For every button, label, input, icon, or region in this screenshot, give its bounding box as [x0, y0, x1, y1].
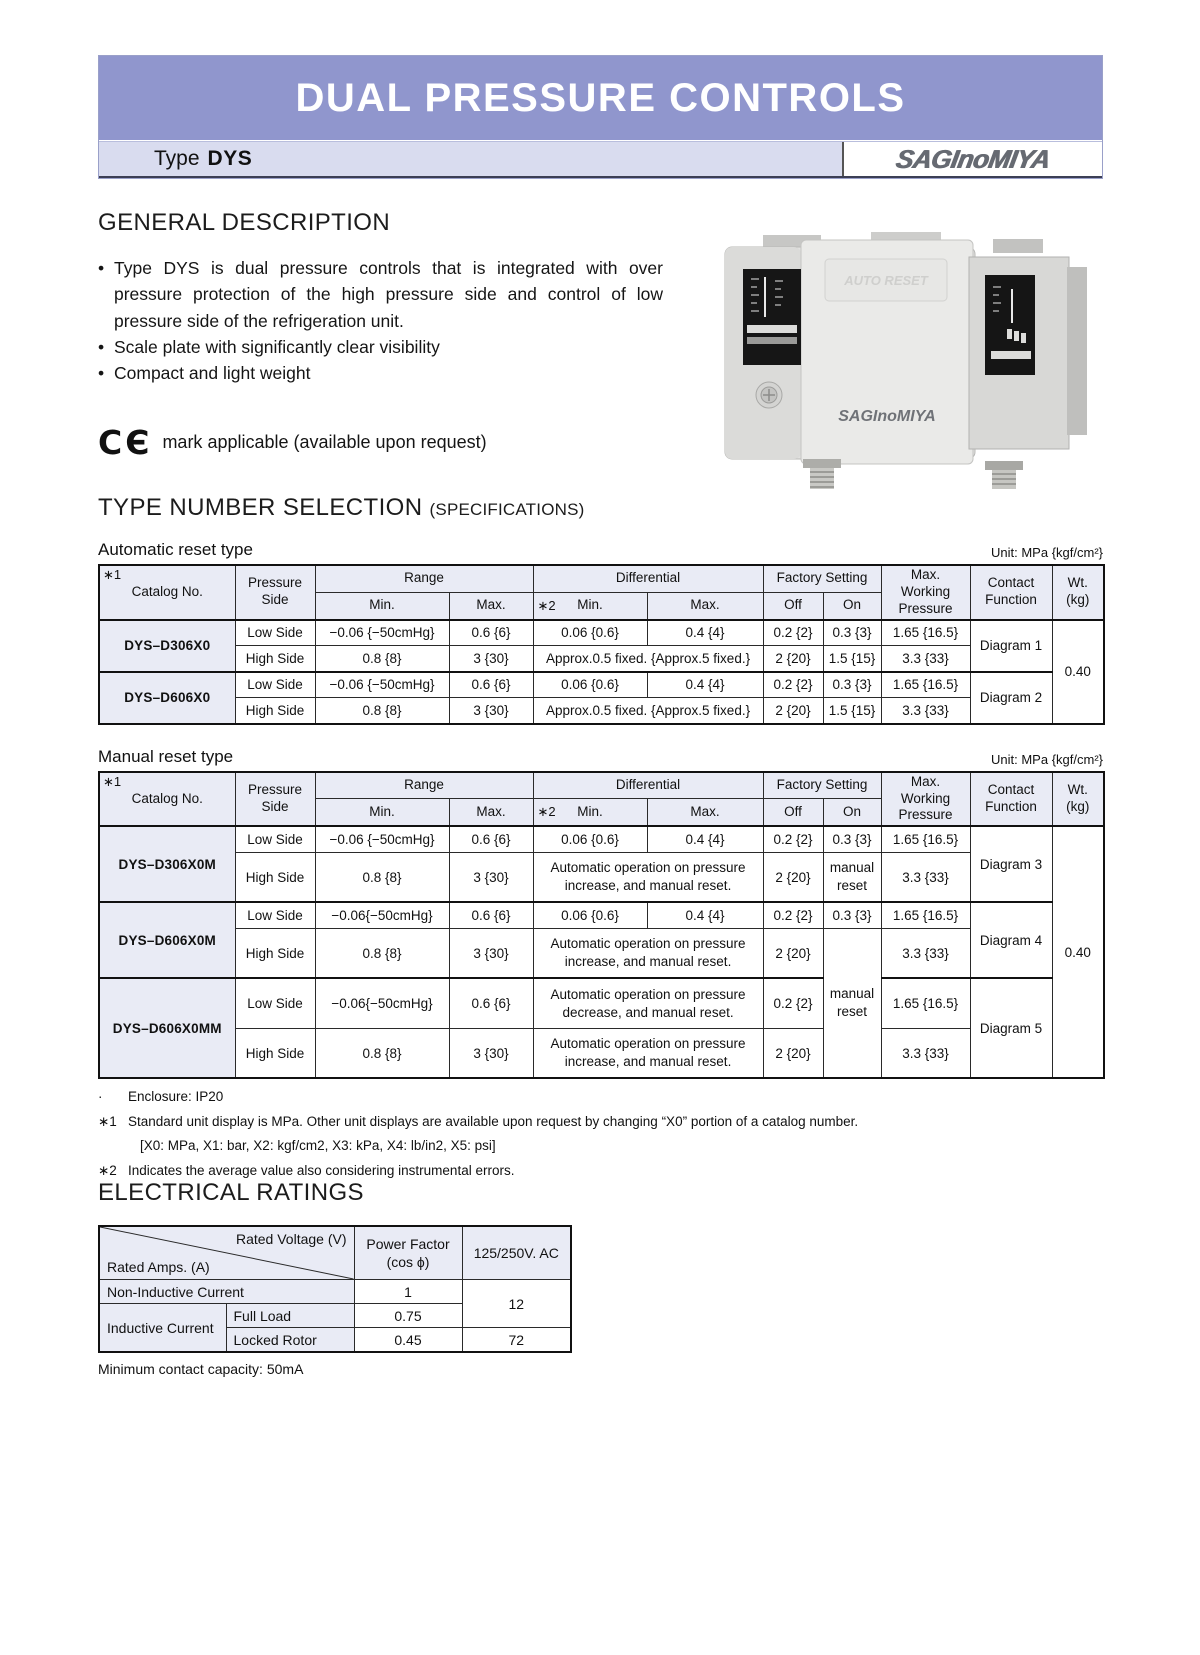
range-max-cell: 0.6 {6}	[449, 826, 533, 852]
note-star1-continued	[98, 1137, 1103, 1155]
type-label-group	[99, 142, 842, 176]
range-min-cell: −0.06 {−50cmHg}	[315, 672, 449, 698]
feature-item: • Compact and light weight	[98, 360, 663, 386]
range-max-cell: 0.6 {6}	[449, 978, 533, 1028]
mwp-cell: 1.65 {16.5}	[881, 826, 970, 852]
pf-non-inductive-value: 1	[354, 1280, 462, 1304]
range-header: Range	[315, 565, 533, 592]
diff-merged-cell: Automatic operation on pressure decrease, and manual reset.	[533, 978, 763, 1028]
on-cell: manual reset	[823, 852, 881, 902]
pressure-side-header: Pressure Side	[235, 772, 315, 827]
pressure-side-cell: Low Side	[235, 620, 315, 646]
diff-min-cell: 0.06 {0.6}	[533, 902, 647, 928]
diff-min-header: ∗2 Min.	[533, 592, 647, 619]
pf-full-load-value: 0.75	[354, 1304, 462, 1328]
pf-locked-rotor-value: 0.45	[354, 1328, 462, 1352]
range-min-header: Min.	[315, 799, 449, 826]
range-max-cell: 3 {30}	[449, 928, 533, 978]
electrical-heading: ELECTRICAL RATINGS	[98, 1179, 364, 1207]
differential-header: Differential	[533, 565, 763, 592]
min-contact-capacity-note: Minimum contact capacity: 50mA	[98, 1360, 304, 1377]
catalog-no-cell: DYS–D606X0M	[99, 902, 235, 978]
range-min-cell: 0.8 {8}	[315, 646, 449, 672]
selection-heading-main: TYPE NUMBER SELECTION	[98, 494, 423, 521]
manual-table-caption: Manual reset type	[98, 746, 234, 766]
catalog-no-cell: DYS–D606X0MM	[99, 978, 235, 1078]
ce-mark-line	[98, 423, 663, 463]
off-cell: 2 {20}	[763, 852, 823, 902]
full-load-label: Full Load	[226, 1304, 354, 1328]
off-cell: 2 {20}	[763, 928, 823, 978]
non-inductive-label: Non-Inductive Current	[99, 1280, 354, 1304]
note-star2	[98, 1162, 1103, 1180]
inductive-label: Inductive Current	[99, 1304, 226, 1352]
on-cell: 0.3 {3}	[823, 902, 881, 928]
diff-min-cell: 0.06 {0.6}	[533, 672, 647, 698]
catalog-no-cell: DYS–D306X0M	[99, 826, 235, 902]
pressure-side-cell: Low Side	[235, 902, 315, 928]
footnote2-marker: ∗2	[537, 804, 556, 820]
diff-max-cell: 0.4 {4}	[647, 672, 763, 698]
weight-cell: 0.40	[1052, 826, 1104, 1078]
pressure-side-cell: High Side	[235, 698, 315, 724]
rated-amps-label: Rated Amps. (A)	[107, 1259, 210, 1276]
pressure-side-cell: Low Side	[235, 978, 315, 1028]
manual-reset-table	[98, 771, 1105, 1080]
pressure-side-cell: Low Side	[235, 672, 315, 698]
catalog-header: ∗1 Catalog No.	[99, 772, 235, 827]
off-cell: 0.2 {2}	[763, 672, 823, 698]
off-cell: 2 {20}	[763, 1028, 823, 1078]
general-section	[98, 209, 1103, 494]
footnote1-marker: ∗1	[103, 773, 122, 789]
electrical-ratings-table	[98, 1225, 572, 1353]
note-text: Standard unit display is MPa. Other unit displays are available upon request by changing “X0” portion of a catalog number.	[128, 1113, 859, 1129]
note-marker: ∗1	[98, 1113, 117, 1129]
auto-reset-table	[98, 564, 1105, 725]
diff-merged-cell: Approx.0.5 fixed. {Approx.5 fixed.}	[533, 646, 763, 672]
note-marker: ·	[98, 1089, 103, 1105]
range-max-cell: 3 {30}	[449, 1028, 533, 1078]
mwp-header: Max. Working Pressure	[881, 772, 970, 827]
page-title: DUAL PRESSURE CONTROLS	[295, 75, 906, 120]
off-header: Off	[763, 592, 823, 619]
contact-function-cell: Diagram 4	[970, 902, 1052, 978]
contact-function-cell: Diagram 2	[970, 672, 1052, 724]
range-min-header: Min.	[315, 592, 449, 619]
range-max-cell: 3 {30}	[449, 698, 533, 724]
range-min-cell: 0.8 {8}	[315, 928, 449, 978]
note-marker	[98, 1137, 128, 1155]
auto-caption-row	[98, 540, 1103, 560]
range-min-cell: −0.06 {−50cmHg}	[315, 620, 449, 646]
contact-function-header: Contact Function	[970, 565, 1052, 620]
pressure-side-cell: High Side	[235, 928, 315, 978]
diff-max-cell: 0.4 {4}	[647, 902, 763, 928]
pressure-side-cell: Low Side	[235, 826, 315, 852]
on-cell: 0.3 {3}	[823, 826, 881, 852]
differential-header: Differential	[533, 772, 763, 799]
diff-merged-cell: Approx.0.5 fixed. {Approx.5 fixed.}	[533, 698, 763, 724]
on-cell: 0.3 {3}	[823, 672, 881, 698]
diagonal-header-cell	[99, 1226, 354, 1280]
mwp-cell: 1.65 {16.5}	[881, 978, 970, 1028]
auto-table-caption: Automatic reset type	[98, 540, 253, 559]
mwp-cell: 3.3 {33}	[881, 852, 970, 902]
page-header	[98, 55, 1103, 179]
weight-cell: 0.40	[1052, 620, 1104, 724]
range-min-cell: 0.8 {8}	[315, 698, 449, 724]
power-factor-header: Power Factor (cos ϕ)	[354, 1226, 462, 1280]
note-text: [X0: MPa, X1: bar, X2: kgf/cm2, X3: kPa, X4: lb/in2, X5: psi]	[140, 1138, 496, 1154]
ce-mark-text: mark applicable (available upon request)	[162, 432, 487, 453]
contact-function-cell: Diagram 1	[970, 620, 1052, 672]
diff-merged-cell: Automatic operation on pressure increase, and manual reset.	[533, 1028, 763, 1078]
range-min-cell: 0.8 {8}	[315, 852, 449, 902]
mwp-cell: 1.65 {16.5}	[881, 620, 970, 646]
diff-min-cell: 0.06 {0.6}	[533, 620, 647, 646]
footnote1-marker: ∗1	[103, 567, 122, 582]
feature-list	[98, 255, 663, 386]
range-max-header: Max.	[449, 592, 533, 619]
general-text-column	[98, 209, 663, 494]
on-cell: 0.3 {3}	[823, 620, 881, 646]
footnote2-marker: ∗2	[537, 597, 556, 613]
off-cell: 2 {20}	[763, 698, 823, 724]
diff-min-header: ∗2 Min.	[533, 799, 647, 826]
pressure-side-cell: High Side	[235, 646, 315, 672]
off-cell: 0.2 {2}	[763, 826, 823, 852]
diff-merged-cell: Automatic operation on pressure increase, and manual reset.	[533, 852, 763, 902]
unit-note: Unit: MPa {kgf/cm²}	[991, 545, 1103, 560]
title-banner	[99, 56, 1102, 141]
weight-header: Wt. (kg)	[1052, 565, 1104, 620]
off-header: Off	[763, 799, 823, 826]
off-cell: 0.2 {2}	[763, 978, 823, 1028]
voltage-column-header: 125/250V. AC	[462, 1226, 571, 1280]
catalog-header: ∗1 Catalog No.	[99, 565, 235, 620]
diff-max-cell: 0.4 {4}	[647, 620, 763, 646]
off-cell: 0.2 {2}	[763, 620, 823, 646]
diff-merged-cell: Automatic operation on pressure increase, and manual reset.	[533, 928, 763, 978]
datasheet-page	[98, 55, 1103, 1377]
ce-mark-icon: CЄ	[98, 423, 153, 463]
off-cell: 0.2 {2}	[763, 902, 823, 928]
mwp-header: Max. Working Pressure	[881, 565, 970, 620]
on-header: On	[823, 799, 881, 826]
range-max-cell: 0.6 {6}	[449, 902, 533, 928]
note-text: Indicates the average value also considering instrumental errors.	[128, 1162, 515, 1178]
note-enclosure	[98, 1088, 1103, 1106]
type-label: Type	[154, 147, 200, 170]
mwp-cell: 3.3 {33}	[881, 928, 970, 978]
on-cell: 1.5 {15}	[823, 646, 881, 672]
range-max-cell: 3 {30}	[449, 852, 533, 902]
mwp-cell: 1.65 {16.5}	[881, 902, 970, 928]
catalog-no-cell: DYS–D306X0	[99, 620, 235, 672]
weight-header: Wt. (kg)	[1052, 772, 1104, 827]
flare-fitting-right	[985, 461, 1023, 489]
type-value: DYS	[207, 147, 253, 170]
mwp-cell: 3.3 {33}	[881, 1028, 970, 1078]
pressure-control-device-image	[663, 209, 1103, 489]
brand-logo-box	[842, 142, 1102, 176]
general-heading: GENERAL DESCRIPTION	[98, 209, 391, 236]
contact-function-cell: Diagram 5	[970, 978, 1052, 1078]
range-max-cell: 0.6 {6}	[449, 620, 533, 646]
table-notes	[98, 1088, 1103, 1179]
pressure-side-header: Pressure Side	[235, 565, 315, 620]
diff-max-cell: 0.4 {4}	[647, 826, 763, 852]
on-cell: 1.5 {15}	[823, 698, 881, 724]
brand-logo: SAGInoMIYA	[893, 143, 1053, 174]
range-min-cell: 0.8 {8}	[315, 1028, 449, 1078]
note-marker: ∗2	[98, 1162, 117, 1178]
manual-caption-row	[98, 747, 1103, 767]
factory-setting-header: Factory Setting	[763, 565, 881, 592]
diff-max-header: Max.	[647, 799, 763, 826]
selection-heading-note: (SPECIFICATIONS)	[429, 500, 585, 519]
flare-fitting-left	[803, 459, 841, 489]
range-min-cell: −0.06{−50cmHg}	[315, 902, 449, 928]
ac-locked-value: 72	[462, 1328, 571, 1352]
range-min-cell: −0.06 {−50cmHg}	[315, 826, 449, 852]
note-text: Enclosure: IP20	[128, 1089, 224, 1105]
contact-function-header: Contact Function	[970, 772, 1052, 827]
rated-voltage-label: Rated Voltage (V)	[235, 1231, 347, 1248]
ac-main-value: 12	[462, 1280, 571, 1328]
on-merged-cell: manual reset	[823, 928, 881, 1078]
range-max-header: Max.	[449, 799, 533, 826]
diff-min-cell: 0.06 {0.6}	[533, 826, 647, 852]
catalog-no-cell: DYS–D606X0	[99, 672, 235, 724]
brand-embossed-label: SAGInoMIYA	[838, 408, 936, 425]
type-bar	[99, 141, 1102, 178]
auto-reset-embossed-label: AUTO RESET	[844, 273, 928, 288]
note-star1	[98, 1113, 1103, 1131]
pressure-side-cell: High Side	[235, 1028, 315, 1078]
on-header: On	[823, 592, 881, 619]
mwp-cell: 3.3 {33}	[881, 698, 970, 724]
range-min-cell: −0.06{−50cmHg}	[315, 978, 449, 1028]
locked-rotor-label: Locked Rotor	[226, 1328, 354, 1352]
unit-note: Unit: MPa {kgf/cm²}	[991, 751, 1103, 767]
off-cell: 2 {20}	[763, 646, 823, 672]
range-header: Range	[315, 772, 533, 799]
factory-setting-header: Factory Setting	[763, 772, 881, 799]
feature-item: • Scale plate with significantly clear visibility	[98, 334, 663, 360]
range-max-cell: 0.6 {6}	[449, 672, 533, 698]
range-max-cell: 3 {30}	[449, 646, 533, 672]
selection-heading	[98, 494, 1103, 522]
product-photo	[663, 209, 1103, 494]
mwp-cell: 3.3 {33}	[881, 646, 970, 672]
mwp-cell: 1.65 {16.5}	[881, 672, 970, 698]
feature-item: • Type DYS is dual pressure controls that is integrated with over pressure protection of the high pressure side and control of low pressure side of the refrigeration unit.	[98, 255, 663, 334]
contact-function-cell: Diagram 3	[970, 826, 1052, 902]
pressure-side-cell: High Side	[235, 852, 315, 902]
diff-max-header: Max.	[647, 592, 763, 619]
